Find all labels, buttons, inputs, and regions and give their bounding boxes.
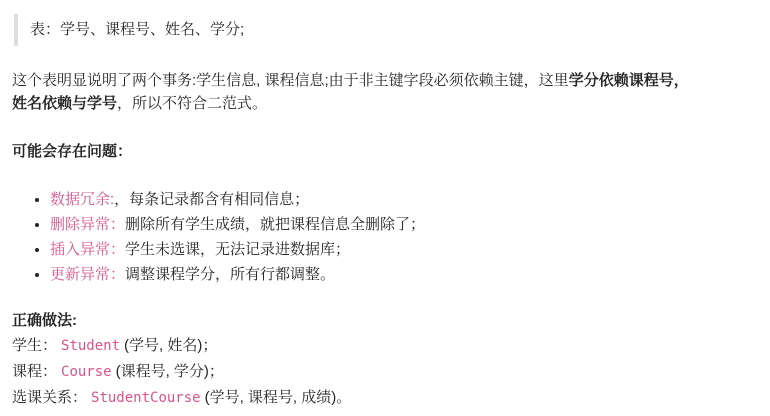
list-item-update-anomaly bbox=[50, 262, 754, 287]
list-item-delete-anomaly bbox=[50, 212, 754, 237]
problem-term: 删除异常： bbox=[50, 216, 126, 233]
inline-code-course: Course bbox=[61, 364, 112, 380]
problem-term: 数据冗余: bbox=[50, 191, 115, 208]
blockquote-text: 表：学号、课程号、姓名、学分; bbox=[30, 21, 245, 38]
solution-block bbox=[12, 308, 754, 411]
paragraph-bold-name-dependency: 姓名依赖与学号 bbox=[12, 95, 118, 112]
solution-rest: (学号, 课程号, 成绩)。 bbox=[204, 389, 352, 406]
problems-list bbox=[12, 187, 754, 287]
list-item-data-redundancy bbox=[50, 187, 754, 212]
solution-rest: (课程号, 学分)； bbox=[115, 363, 224, 380]
field-list-blockquote bbox=[14, 14, 754, 46]
solution-heading: 正确做法: bbox=[12, 312, 77, 329]
list-item-insert-anomaly bbox=[50, 237, 754, 262]
solution-line-student bbox=[12, 333, 754, 359]
solution-line-course bbox=[12, 359, 754, 385]
problem-desc: ，每条记录都含有相同信息； bbox=[114, 191, 310, 208]
solution-label: 学生： bbox=[12, 337, 58, 354]
analysis-paragraph bbox=[12, 69, 754, 115]
problem-term: 更新异常： bbox=[50, 266, 126, 283]
inline-code-student: Student bbox=[61, 338, 121, 354]
inline-code-studentcourse: StudentCourse bbox=[91, 390, 201, 406]
problem-desc: 调整课程学分，所有行都调整。 bbox=[125, 266, 336, 283]
problem-term: 插入异常： bbox=[50, 241, 126, 258]
solution-line-studentcourse bbox=[12, 385, 754, 411]
paragraph-bold-credit-dependency: 学分依赖课程号， bbox=[568, 72, 689, 89]
paragraph-intro: 这个表明显说明了两个事务:学生信息, 课程信息;由于非主键字段必须依赖主键，这里 bbox=[12, 72, 569, 89]
problem-desc: 学生未选课，无法记录进数据库； bbox=[125, 241, 351, 258]
problems-heading: 可能会存在问题： bbox=[12, 143, 133, 160]
solution-rest: (学号, 姓名)； bbox=[124, 337, 218, 354]
solution-label: 选课关系： bbox=[12, 389, 88, 406]
solution-label: 课程： bbox=[12, 363, 58, 380]
problem-desc: 删除所有学生成绩，就把课程信息全删除了； bbox=[125, 216, 426, 233]
paragraph-tail: ，所以不符合二范式。 bbox=[117, 95, 268, 112]
